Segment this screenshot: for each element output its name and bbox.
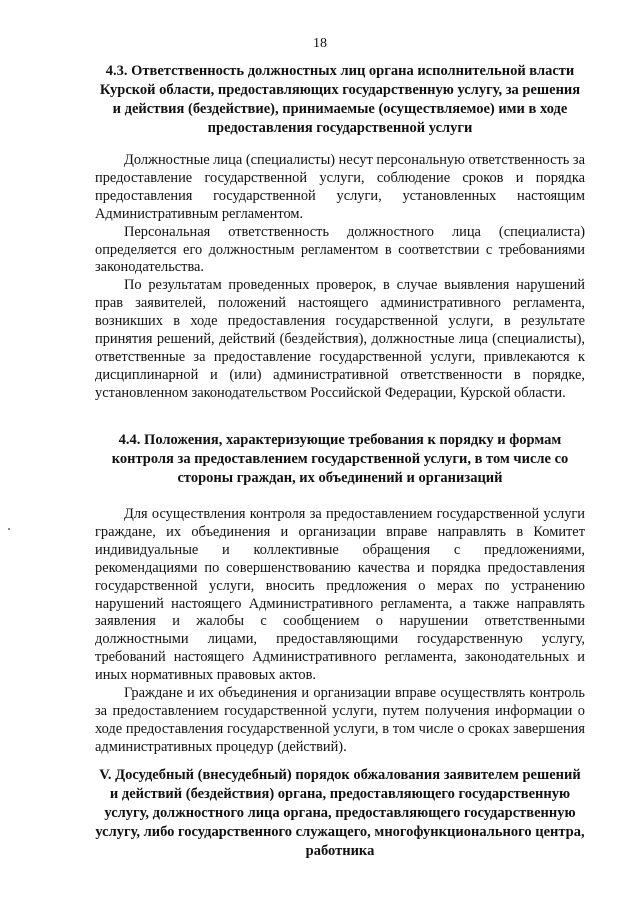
section-4-4 xyxy=(95,431,585,488)
section-5 xyxy=(95,766,585,861)
scan-speck xyxy=(8,528,10,530)
page-number: 18 xyxy=(313,36,327,51)
paragraph: Должностные лица (специалисты) несут персональную ответственность за предоставление государственной услуги, соблюдение сроков и порядка предоставления государственной услуги, установленных настоящим Административным регламентом. xyxy=(95,152,585,222)
section-5-heading: V. Досудебный (внесудебный) порядок обжалования заявителем решений и действий (бездействия) органа, предоставляющего государственную услугу, должностного лица органа, предоставляющего государственную услугу, либо государственного служащего, многофункционального центра, работника xyxy=(95,767,585,859)
paragraph: Для осуществления контроля за предоставлением государственной услуги граждане, их объединения и организации вправе направлять в Комитет индивидуальные и коллективные обращения с предложениями, рекомендациями по совершенствованию качества и порядка предоставления государственной услуги, вносить предложения о мерах по устранению нарушений настоящего Административного регламента, а также направлять заявления и жалобы с сообщением о нарушении ответственными должностными лицами, предоставляющими государственную услугу, требований настоящего Административного регламента, законодательных и иных нормативных правовых актов. xyxy=(95,506,585,684)
section-4-3-body xyxy=(95,152,585,403)
paragraph: По результатам проведенных проверок, в случае выявления нарушений прав заявителей, положений настоящего административного регламента, возникших в ходе предоставления государственной услуги, в результате принятия решений, действий (бездействия), должностные лица (специалисты), ответственные за предоставление государственной услуги, привлекаются к дисциплинарной и (или) административной ответственности в порядке, установленном законодательством Российской Федерации, Курской области. xyxy=(95,277,585,401)
section-4-4-heading: 4.4. Положения, характеризующие требования к порядку и формам контроля за предоставлением государственной услуги, в том числе со стороны граждан, их объединений и организаций xyxy=(111,432,569,486)
paragraph: Граждане и их объединения и организации вправе осуществлять контроль за предоставлением государственной услуги, путем получения информации о ходе предоставления государственной услуги, в том числе о сроках завершения административных процедур (действий). xyxy=(95,685,585,755)
section-4-3 xyxy=(95,62,585,138)
paragraph: Персональная ответственность должностного лица (специалиста) определяется его должностным регламентом в соответствии с требованиями законодательства. xyxy=(95,223,585,276)
section-4-3-heading: 4.3. Ответственность должностных лиц органа исполнительной власти Курской области, предоставляющих государственную услугу, за решения и действия (бездействие), принимаемые (осуществляемое) ими в ходе предоставления государственной услуги xyxy=(99,63,581,136)
section-4-4-body xyxy=(95,506,585,757)
